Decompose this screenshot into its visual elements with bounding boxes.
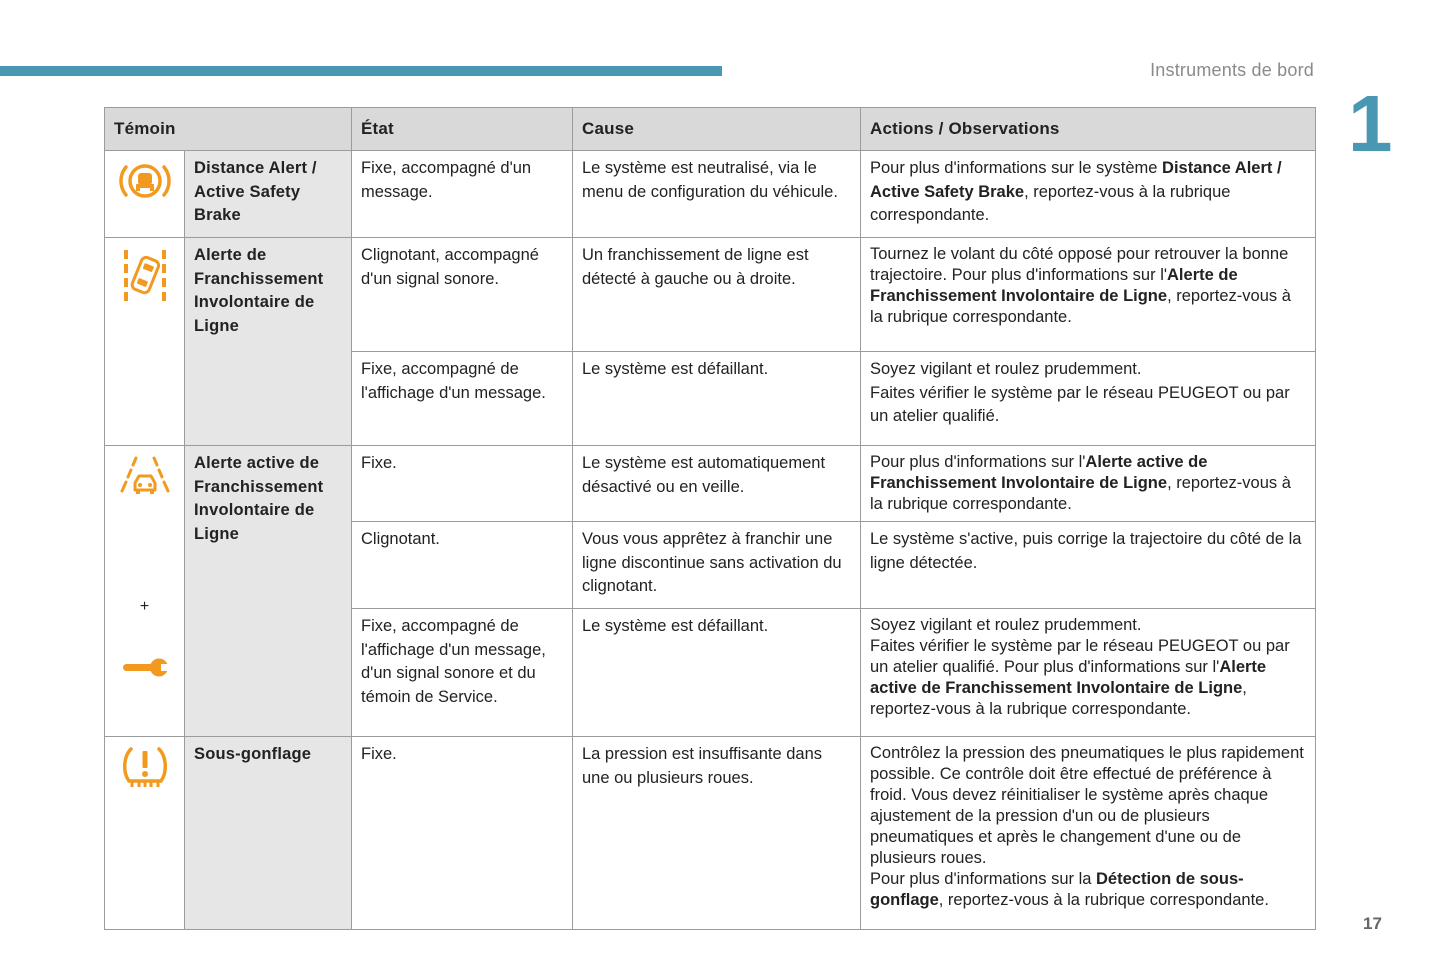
actions-bold: Alerte active de Franchissement Involontaire de Ligne	[870, 658, 1267, 697]
table-row	[105, 737, 1316, 930]
tyre-under-inflation-icon	[117, 743, 173, 793]
actions-text: , reportez-vous à la rubrique correspondante.	[870, 182, 1231, 224]
actions-cell	[861, 238, 1316, 352]
actions-cell	[861, 352, 1316, 446]
etat-cell: Fixe, accompagné de l'affichage d'un message, d'un signal sonore et du témoin de Service.	[352, 609, 573, 737]
table-row	[105, 446, 1316, 522]
actions-text: , reportez-vous à la rubrique correspondante.	[938, 891, 1269, 909]
etat-cell: Clignotant.	[352, 522, 573, 609]
warning-name: Sous-gonflage	[185, 737, 352, 930]
etat-cell: Fixe, accompagné d'un message.	[352, 151, 573, 238]
actions-cell	[861, 151, 1316, 238]
warning-name: Alerte de Franchissement Involontaire de Ligne	[185, 238, 352, 446]
column-header-cause: Cause	[573, 108, 861, 151]
cause-cell: Un franchissement de ligne est détecté à gauche ou à droite.	[573, 238, 861, 352]
warning-lights-table	[104, 107, 1316, 930]
icon-cell	[105, 151, 185, 238]
header-accent-bar	[0, 66, 722, 76]
actions-text: , reportez-vous à la rubrique correspondante.	[870, 287, 1291, 326]
actions-text: Contrôlez la pression des pneumatiques le plus rapidement possible. Ce contrôle doit être effectué de préférence à froid. Vous devez réinitialiser le système après chaque ajustement de la pression d'un ou de plusieurs pneumatiques et après le changement d'une ou de plusieurs roues.	[870, 744, 1304, 867]
actions-text: Pour plus d'informations sur la	[870, 870, 1097, 888]
cause-cell: La pression est insuffisante dans une ou plusieurs roues.	[573, 737, 861, 930]
column-header-temoin: Témoin	[105, 108, 352, 151]
table-row	[105, 151, 1316, 238]
actions-text: Pour plus d'informations sur le système	[870, 159, 1163, 177]
cause-cell: Le système est défaillant.	[573, 352, 861, 446]
table-header-row	[105, 108, 1316, 151]
warning-name: Alerte active de Franchissement Involontaire de Ligne	[185, 446, 352, 737]
actions-bold: Détection de sous-gonflage	[870, 870, 1244, 909]
etat-cell: Fixe.	[352, 737, 573, 930]
actions-cell	[861, 446, 1316, 522]
actions-cell	[861, 522, 1316, 609]
icon-cell	[105, 737, 185, 930]
service-wrench-icon	[117, 647, 173, 687]
cause-cell: Le système est neutralisé, via le menu de configuration du véhicule.	[573, 151, 861, 238]
chapter-number: 1	[1348, 79, 1393, 168]
actions-text: Pour plus d'informations sur l'	[870, 453, 1086, 471]
actions-text: Tournez le volant du côté opposé pour retrouver la bonne trajectoire. Pour plus d'informations sur l'	[870, 245, 1289, 284]
icon-cell	[105, 238, 185, 446]
table-row	[105, 238, 1316, 352]
distance-alert-brake-icon	[117, 157, 173, 205]
plus-sign: +	[139, 598, 150, 615]
column-header-actions: Actions / Observations	[861, 108, 1316, 151]
actions-bold: Alerte active de Franchissement Involontaire de Ligne	[870, 453, 1208, 492]
actions-text: Faites vérifier le système par le réseau PEUGEOT ou par un atelier qualifié.	[870, 383, 1290, 425]
cause-cell: Le système est défaillant.	[573, 609, 861, 737]
column-header-etat: État	[352, 108, 573, 151]
actions-cell	[861, 609, 1316, 737]
icon-cell	[105, 446, 185, 737]
etat-cell: Fixe, accompagné de l'affichage d'un message.	[352, 352, 573, 446]
actions-cell	[861, 737, 1316, 930]
cause-cell: Le système est automatiquement désactivé ou en veille.	[573, 446, 861, 522]
actions-text: Faites vérifier le système par le réseau PEUGEOT ou par un atelier qualifié. Pour plus d'informations sur l'	[870, 637, 1290, 676]
warning-name: Distance Alert / Active Safety Brake	[185, 151, 352, 238]
actions-text: Soyez vigilant et roulez prudemment.	[870, 360, 1142, 378]
actions-text: Le système s'active, puis corrige la trajectoire du côté de la ligne détectée.	[870, 530, 1302, 572]
actions-bold: Distance Alert / Active Safety Brake	[870, 159, 1282, 201]
etat-cell: Fixe.	[352, 446, 573, 522]
cause-cell: Vous vous apprêtez à franchir une ligne discontinue sans activation du clignotant.	[573, 522, 861, 609]
active-lane-keeping-icon	[117, 452, 173, 500]
actions-text: , reportez-vous à la rubrique correspondante.	[870, 679, 1247, 718]
page-number: 17	[1363, 914, 1382, 933]
etat-cell: Clignotant, accompagné d'un signal sonore.	[352, 238, 573, 352]
actions-text: Soyez vigilant et roulez prudemment.	[870, 616, 1142, 634]
actions-bold: Alerte de Franchissement Involontaire de Ligne	[870, 266, 1238, 305]
section-title: Instruments de bord	[1150, 60, 1314, 80]
lane-departure-warning-icon	[117, 244, 173, 308]
actions-text: , reportez-vous à la rubrique correspondante.	[870, 474, 1291, 513]
